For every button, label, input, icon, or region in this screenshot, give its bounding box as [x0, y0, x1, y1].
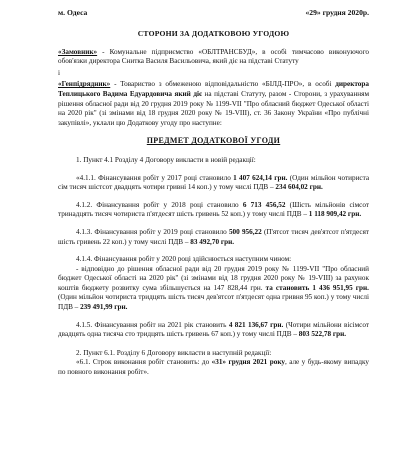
- deadline-date: «31» грудня 2021 року: [211, 358, 285, 367]
- contractor-role: «Генпідрядник»: [58, 80, 111, 89]
- item1-intro: 1. Пункт 4.1 Розділу 4 Договору викласти в новій редакції:: [76, 155, 256, 164]
- contractor-text-2: на підставі Статуту, разом - Сторони, з урахуванням рішення обласної ради від 20 грудня 2019 року № 1199-VII "Про обласний бюджет Одеської області на 2020 рік" (зі змінами від 18 грудня 2020 року № 19-VIII), ст. 36 Закону України «Про публічні закупівлі», уклали цю Додаткову угоду про наступне:: [58, 89, 369, 127]
- vat-2021: 803 522,78 грн.: [298, 330, 347, 339]
- contractor-text-1: - Товариство з обмеженою відповідальністю «БІЛД-ПРО», в особі: [110, 80, 336, 89]
- parties-title: СТОРОНИ ЗА ДОДАТКОВОЮ УГОДОЮ: [137, 29, 290, 38]
- clause-4-1-2: 4.1.2. Фінансування робіт у 2018 році становило 6 713 456,52 (Шість мільйонів сімсот тринадцять тисяч чотириста п'ятдесят шість гривень 52 коп.) у тому числі ПДВ – 1 118 909,42 грн.: [58, 200, 370, 219]
- clause-4-1-5: 4.1.5. Фінансування робіт на 2021 рік становить 4 821 136,67 грн. (Чотири мільйони вісімсот двадцять одна тисяча сто тридцять шість гривень 67 коп.) у тому числі ПДВ – 803 522,78 грн.: [58, 320, 370, 339]
- clause-4-1-1: «4.1.1. Фінансування робіт у 2017 році становило 1 407 624,14 грн. (Один мільйон чотириста сім тисяч шістсот двадцять чотири гривні 14 коп.) у тому числі ПДВ – 234 604,02 грн.: [58, 173, 370, 192]
- clause-4-1-4: 4.1.4. Фінансування робіт у 2020 році здійснюється наступним чином: - відповідно до рішення обласної ради від 20 грудня 2019 року № 1199-VII "Про обласний бюджет Одеської області на 2020 рік" (зі змінами від 18 грудня 2020 року № 19-VIII) за рахунок коштів бюджету розвитку сума збільшується на 147 828,44 грн. та становить 1 436 951,95 грн. (Один мільйон чотириста тридцять шість тисяч дев'ятсот п'ятдесят одна гривня 95 коп.) у тому числі ПДВ – 239 491,99 грн.: [58, 255, 369, 312]
- contractor-director: директора Теплицького Вадима Едуардовича який діє: [58, 80, 369, 98]
- date-line: [58, 8, 369, 19]
- customer-paragraph: [58, 48, 369, 67]
- document-date: «29» грудня 2020р.: [305, 8, 369, 17]
- clause-6-1: «6.1. Строк виконання робіт становить: до «31» грудня 2021 року, але у будь-якому випадку по повного виконання робіт».: [58, 358, 369, 377]
- customer-role: «Замовник»: [58, 47, 98, 56]
- connector: і: [58, 68, 60, 77]
- item2-intro: 2. Пункт 6.1. Розділу 6 Договору викласти в наступній редакції:: [76, 348, 272, 357]
- clause-4-1-3: 4.1.3. Фінансування робіт у 2019 році становило 500 956,22 (П'ятсот тисяч дев'ятсот п'ятдесят шість гривень 22 коп.) у тому числі ПДВ – 83 492,70 грн.: [58, 227, 370, 246]
- vat-2018: 1 118 909,42 грн.: [308, 210, 362, 219]
- subject-title: ПРЕДМЕТ ДОДАТКОВОЇ УГОДИ: [146, 136, 281, 146]
- vat-2020: 239 491,99 грн.: [80, 303, 128, 312]
- amount-2018: 6 713 456,52: [242, 200, 286, 209]
- vat-2019: 83 492,70 грн.: [190, 237, 235, 246]
- vat-2017: 234 604,02 грн.: [275, 183, 323, 192]
- amount-2020: та становить 1 436 951,95 грн.: [265, 283, 369, 292]
- amount-2017: 1 407 624,14 грн.: [233, 173, 288, 182]
- amount-2019: 500 956,22: [228, 227, 262, 236]
- city: м. Одеса: [58, 8, 88, 17]
- amount-2021: 4 821 136,67 грн.: [228, 320, 284, 329]
- contractor-paragraph: [58, 80, 369, 128]
- customer-text: - Комунальне підприємство «ОБЛТРАНСБУД», в особі тимчасово виконуючого обов'язки директора Снитка Василя Васильовича, який діє на підставі Статуту: [58, 47, 369, 66]
